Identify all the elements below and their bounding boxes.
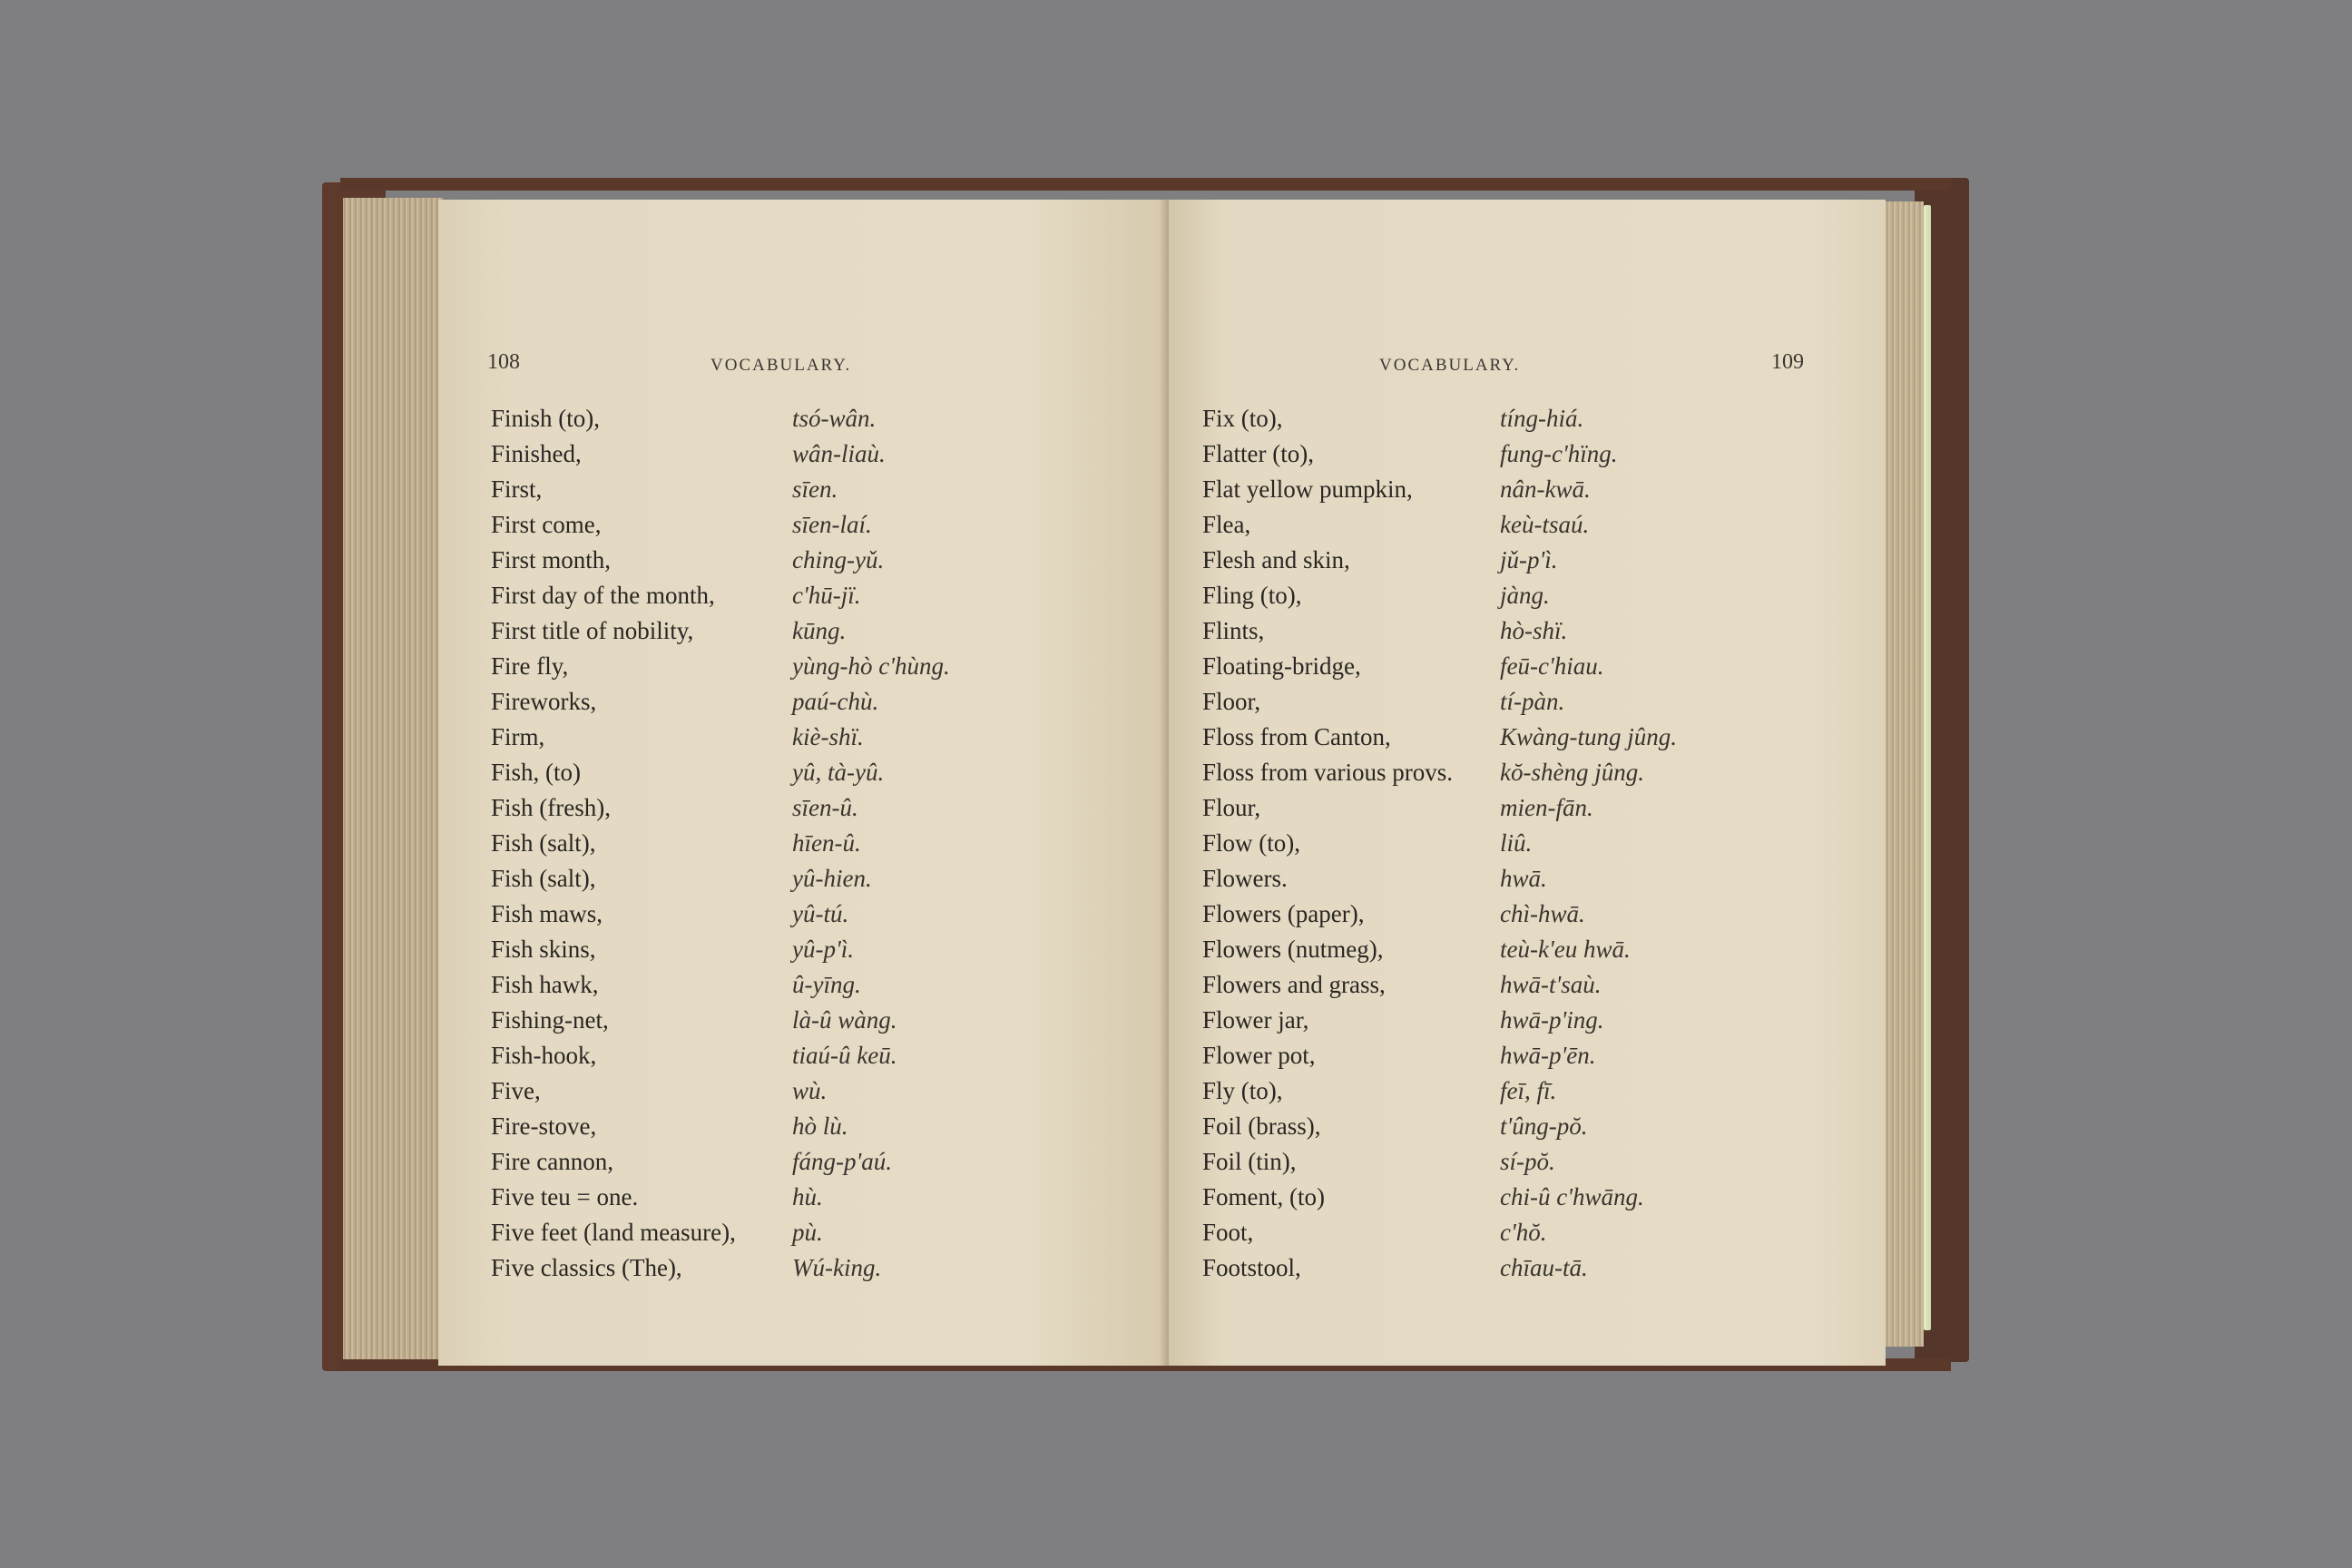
english-term: Flea, xyxy=(1202,511,1251,538)
chinese-romanization: sīen-û. xyxy=(792,794,858,821)
chinese-romanization: jàng. xyxy=(1500,582,1550,609)
chinese-romanization: c'hū-jï. xyxy=(792,582,861,609)
english-term: Flowers (nutmeg), xyxy=(1202,936,1384,963)
english-term: Finish (to), xyxy=(491,405,601,432)
chinese-romanization: yùng-hò c'hùng. xyxy=(792,652,950,680)
english-term: First day of the month, xyxy=(491,582,715,609)
chinese-romanization: chì-hwā. xyxy=(1500,900,1585,927)
english-term: Floss from various provs. xyxy=(1202,759,1453,786)
english-term: Firm, xyxy=(491,723,545,750)
english-term: Fish skins, xyxy=(491,936,596,963)
english-term: Five, xyxy=(491,1077,541,1104)
english-term: Fish, (to) xyxy=(491,759,582,786)
chinese-romanization: kŏ-shèng jûng. xyxy=(1500,759,1644,786)
chinese-romanization: fáng-p'aú. xyxy=(792,1148,893,1175)
english-term: Flesh and skin, xyxy=(1202,546,1350,573)
left-page xyxy=(438,200,1169,1366)
chinese-romanization: tí-pàn. xyxy=(1500,688,1565,715)
chinese-romanization: pù. xyxy=(792,1219,823,1246)
english-term: Fix (to), xyxy=(1202,405,1283,432)
chinese-romanization: hò lù. xyxy=(792,1112,848,1140)
english-term: First, xyxy=(491,475,543,503)
chinese-romanization: hwā-p'ēn. xyxy=(1500,1042,1596,1069)
english-term: Five classics (The), xyxy=(491,1254,682,1281)
chinese-romanization: jǔ-p'ì. xyxy=(1500,546,1558,573)
english-term: Fireworks, xyxy=(491,688,597,715)
book-cover-top xyxy=(340,178,1951,191)
english-term: Fish hawk, xyxy=(491,971,599,998)
chinese-romanization: keù-tsaú. xyxy=(1500,511,1590,538)
chinese-romanization: chīau-tā. xyxy=(1500,1254,1588,1281)
english-term: Floating-bridge, xyxy=(1202,652,1361,680)
chinese-romanization: sīen-laí. xyxy=(792,511,872,538)
chinese-romanization: fung-c'hïng. xyxy=(1500,440,1618,467)
chinese-romanization: Wú-king. xyxy=(792,1254,882,1281)
chinese-romanization: kūng. xyxy=(792,617,847,644)
chinese-romanization: mien-fān. xyxy=(1500,794,1593,821)
chinese-romanization: tíng-hiá. xyxy=(1500,405,1584,432)
chinese-romanization: û-yīng. xyxy=(792,971,861,998)
chinese-romanization: chi-û c'hwāng. xyxy=(1500,1183,1644,1210)
english-term: Flowers and grass, xyxy=(1202,971,1386,998)
english-term: Footstool, xyxy=(1202,1254,1301,1281)
english-term: Fish maws, xyxy=(491,900,603,927)
page-number: 109 xyxy=(1771,350,1804,374)
chinese-romanization: t'ûng-pŏ. xyxy=(1500,1112,1588,1140)
english-term: Flow (to), xyxy=(1202,829,1300,857)
english-term: Flowers. xyxy=(1202,865,1288,892)
english-term: Floss from Canton, xyxy=(1202,723,1391,750)
chinese-romanization: teù-k'eu hwā. xyxy=(1500,936,1631,963)
open-book xyxy=(322,178,1969,1371)
english-term: Flower jar, xyxy=(1202,1006,1309,1034)
chinese-romanization: yû-tú. xyxy=(792,900,849,927)
english-term: Fish (salt), xyxy=(491,829,596,857)
chinese-romanization: hīen-û. xyxy=(792,829,861,857)
english-term: Finished, xyxy=(491,440,582,467)
chinese-romanization: paú-chù. xyxy=(792,688,879,715)
english-term: Flatter (to), xyxy=(1202,440,1314,467)
english-term: Flour, xyxy=(1202,794,1261,821)
english-term: First come, xyxy=(491,511,602,538)
chinese-romanization: tsó-wân. xyxy=(792,405,877,432)
english-term: Five teu = one. xyxy=(491,1183,639,1210)
english-term: Flower pot, xyxy=(1202,1042,1316,1069)
english-term: Flowers (paper), xyxy=(1202,900,1365,927)
right-page xyxy=(1169,200,1886,1366)
english-term: Fly (to), xyxy=(1202,1077,1283,1104)
english-term: Fling (to), xyxy=(1202,582,1302,609)
running-header: VOCABULARY. xyxy=(1379,356,1521,375)
page-edges-left xyxy=(343,198,443,1359)
chinese-romanization: tiaú-û keū. xyxy=(792,1042,897,1069)
chinese-romanization: hwā-p'ing. xyxy=(1500,1006,1604,1034)
chinese-romanization: hù. xyxy=(792,1183,823,1210)
english-term: Foment, (to) xyxy=(1202,1183,1325,1210)
english-term: Fire cannon, xyxy=(491,1148,613,1175)
english-term: Fishing-net, xyxy=(491,1006,609,1034)
chinese-romanization: liû. xyxy=(1500,829,1533,857)
chinese-romanization: ching-yǔ. xyxy=(792,546,885,573)
english-term: Five feet (land measure), xyxy=(491,1219,736,1246)
english-term: Foil (tin), xyxy=(1202,1148,1297,1175)
english-term: Fish (salt), xyxy=(491,865,596,892)
english-term: Foil (brass), xyxy=(1202,1112,1321,1140)
english-term: First title of nobility, xyxy=(491,617,694,644)
chinese-romanization: sīen. xyxy=(792,475,838,503)
english-term: Flints, xyxy=(1202,617,1265,644)
chinese-romanization: Kwàng-tung jûng. xyxy=(1500,723,1678,750)
english-term: First month, xyxy=(491,546,612,573)
page-edges-right xyxy=(1880,201,1924,1347)
chinese-romanization: sí-pŏ. xyxy=(1500,1148,1555,1175)
chinese-romanization: c'hŏ. xyxy=(1500,1219,1547,1246)
english-term: Flat yellow pumpkin, xyxy=(1202,475,1413,503)
chinese-romanization: wù. xyxy=(792,1077,828,1104)
page-number: 108 xyxy=(487,350,520,374)
english-term: Foot, xyxy=(1202,1219,1254,1246)
chinese-romanization: yû-hien. xyxy=(792,865,872,892)
page-edge-highlight xyxy=(1924,205,1931,1330)
chinese-romanization: yû, tà-yû. xyxy=(792,759,885,786)
chinese-romanization: hwā-t'saù. xyxy=(1500,971,1602,998)
chinese-romanization: yû-p'ì. xyxy=(792,936,855,963)
english-term: Fish (fresh), xyxy=(491,794,611,821)
chinese-romanization: hò-shï. xyxy=(1500,617,1568,644)
running-header: VOCABULARY. xyxy=(710,356,852,375)
chinese-romanization: feū-c'hiau. xyxy=(1500,652,1604,680)
chinese-romanization: feī, fī. xyxy=(1500,1077,1557,1104)
english-term: Fish-hook, xyxy=(491,1042,597,1069)
english-term: Fire fly, xyxy=(491,652,569,680)
english-term: Fire-stove, xyxy=(491,1112,597,1140)
chinese-romanization: hwā. xyxy=(1500,865,1547,892)
chinese-romanization: nân-kwā. xyxy=(1500,475,1591,503)
chinese-romanization: kiè-shï. xyxy=(792,723,864,750)
chinese-romanization: là-û wàng. xyxy=(792,1006,897,1034)
english-term: Floor, xyxy=(1202,688,1261,715)
chinese-romanization: wân-liaù. xyxy=(792,440,886,467)
